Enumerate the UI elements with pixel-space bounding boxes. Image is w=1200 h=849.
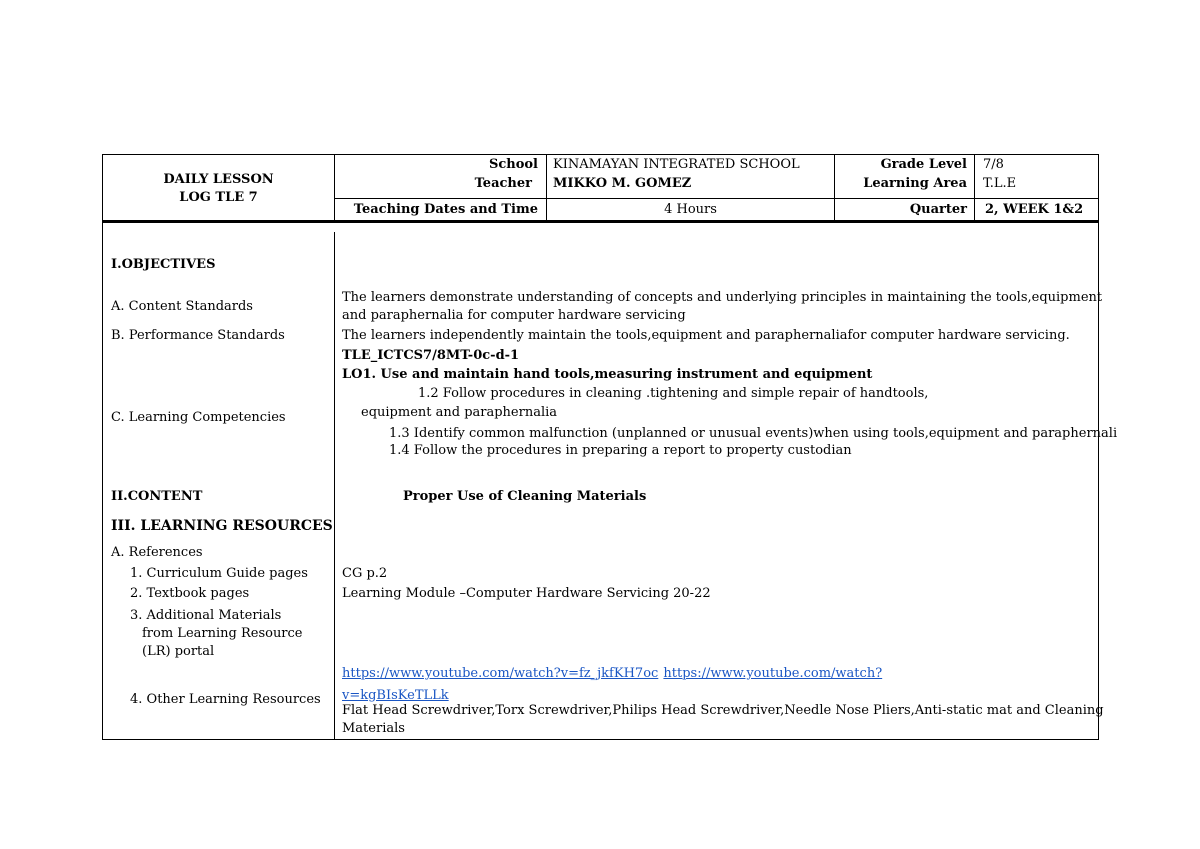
school-value: KINAMAYAN INTEGRATED SCHOOL [553, 157, 800, 172]
youtube-links [342, 662, 882, 706]
learning-area-label: Learning Area [863, 176, 967, 191]
additional-materials-line-2: from Learning Resource [142, 626, 303, 641]
table-top-border [102, 154, 1099, 155]
additional-materials-label [130, 607, 303, 661]
curriculum-guide-label: 1. Curriculum Guide pages [130, 566, 308, 581]
textbook-pages-value: Learning Module –Computer Hardware Servicing 20-22 [342, 586, 711, 601]
materials-text [342, 702, 1104, 738]
title-line-1: DAILY LESSON [163, 172, 274, 187]
materials-line-1: Flat Head Screwdriver,Torx Screwdriver,Philips Head Screwdriver,Needle Nose Pliers,Anti-static mat and Cleaning [342, 703, 1104, 718]
competency-1-2-line-1: 1.2 Follow procedures in cleaning .tightening and simple repair of handtools, [418, 386, 929, 401]
column-divider-3 [834, 154, 835, 222]
curriculum-guide-value: CG p.2 [342, 566, 388, 581]
content-standards-line-1: The learners demonstrate understanding of concepts and underlying principles in maintaining the tools,equipment [342, 290, 1103, 305]
column-divider-main [334, 154, 335, 222]
additional-materials-line-1: 3. Additional Materials [130, 608, 282, 623]
header-divider-thick [102, 220, 1099, 223]
quarter-label: Quarter [909, 202, 967, 217]
teacher-label: Teacher [474, 176, 532, 191]
content-heading: II.CONTENT [111, 489, 203, 504]
grade-level-value: 7/8 [983, 157, 1004, 172]
document-title [103, 171, 334, 207]
competency-code: TLE_ICTCS7/8MT-0c-d-1 [342, 348, 520, 363]
youtube-link-1[interactable]: https://www.youtube.com/watch?v=fz_jkfKH7oc [342, 666, 659, 681]
teacher-value: MIKKO M. GOMEZ [553, 176, 692, 191]
quarter-value: 2, WEEK 1&2 [985, 202, 1084, 217]
learning-area-value: T.L.E [983, 176, 1017, 191]
content-standards-text [342, 289, 1102, 325]
references-label: A. References [111, 545, 203, 560]
textbook-pages-label: 2. Textbook pages [130, 586, 250, 601]
grade-level-label: Grade Level [880, 157, 967, 172]
learning-outcome: LO1. Use and maintain hand tools,measuring instrument and equipment [342, 367, 873, 382]
competency-1-3: 1.3 Identify common malfunction (unplanned or unusual events)when using tools,equipment and paraphernali [389, 426, 1118, 441]
table-bottom-border [102, 739, 1099, 740]
youtube-link-2-part-1[interactable]: https://www.youtube.com/watch? [663, 666, 883, 681]
title-line-2: LOG TLE 7 [179, 190, 258, 205]
column-divider-4 [974, 154, 975, 222]
competency-1-4: 1.4 Follow the procedures in preparing a report to property custodian [389, 443, 852, 458]
learning-competencies-label: C. Learning Competencies [111, 410, 286, 425]
additional-materials-line-3: (LR) portal [142, 644, 215, 659]
content-value: Proper Use of Cleaning Materials [403, 489, 647, 504]
learning-resources-heading: III. LEARNING RESOURCES [111, 518, 333, 534]
content-standards-line-2: and paraphernalia for computer hardware servicing [342, 308, 686, 323]
performance-standards-text: The learners independently maintain the tools,equipment and paraphernaliafor computer hardware servicing. [342, 328, 1070, 343]
header-row-divider [334, 198, 1099, 199]
teaching-dates-label: Teaching Dates and Time [353, 202, 538, 217]
school-label: School [488, 157, 538, 172]
materials-line-2: Materials [342, 721, 405, 736]
column-divider-main-body [334, 232, 335, 740]
table-right-border [1098, 154, 1099, 740]
performance-standards-label: B. Performance Standards [111, 328, 285, 343]
competency-1-2-line-2: equipment and paraphernalia [361, 405, 558, 420]
teaching-dates-value: 4 Hours [664, 202, 717, 217]
objectives-heading: I.OBJECTIVES [111, 257, 216, 272]
table-left-border [102, 154, 103, 740]
content-standards-label: A. Content Standards [111, 299, 253, 314]
other-resources-label: 4. Other Learning Resources [130, 692, 321, 707]
youtube-link-2-part-2[interactable]: v=kgBIsKeTLLk [342, 688, 449, 703]
